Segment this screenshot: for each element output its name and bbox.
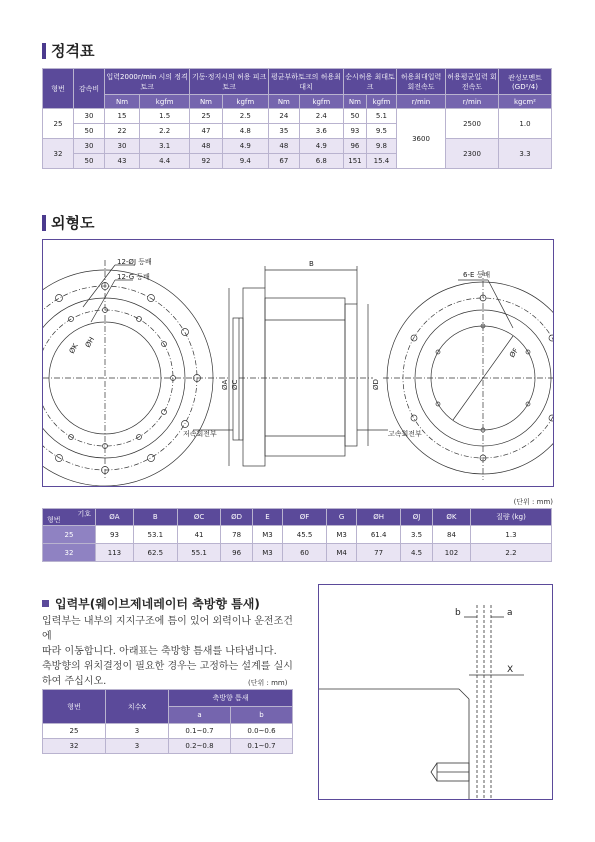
value-cell: 30	[105, 139, 140, 154]
table-row	[43, 139, 552, 154]
value-cell: 4.9	[299, 139, 343, 154]
dim-cell: 4.5	[401, 544, 433, 562]
desc-line: 하여 주십시오.	[42, 676, 107, 687]
value-cell: 9.8	[366, 139, 396, 154]
value-cell: 92	[190, 154, 222, 169]
dim-cell: 53.1	[133, 526, 177, 544]
model-cell: 25	[43, 109, 74, 139]
value-cell: 2.4	[299, 109, 343, 124]
label-low-speed: 저속회전부	[183, 430, 217, 438]
title-square	[42, 600, 49, 607]
dim-header: ØH	[357, 509, 401, 526]
model-cell: 32	[43, 139, 74, 169]
model-cell: 32	[43, 739, 106, 754]
table-row	[43, 109, 552, 124]
title-bar	[42, 43, 46, 59]
backlash-diagram	[318, 584, 553, 800]
label-high-speed: 고속회전부	[388, 430, 422, 438]
diagram-label-b: b	[455, 608, 461, 618]
dim-header: ØC	[177, 509, 221, 526]
th-avg-speed: 허용평균입력 회전속도	[446, 69, 499, 95]
value-cell: 22	[105, 124, 140, 139]
value-cell: 4.9	[222, 139, 268, 154]
ratio-cell: 30	[74, 109, 105, 124]
value-cell: 3.6	[299, 124, 343, 139]
th-max-speed: 허용최대입력 회전속도	[397, 69, 446, 95]
avg-speed-cell: 2300	[446, 139, 499, 169]
th-model: 형번	[43, 690, 106, 724]
value-cell: 48	[268, 139, 299, 154]
unit-cell: Nm	[268, 95, 299, 109]
spec-table	[42, 68, 552, 169]
dim-cell: 62.5	[133, 544, 177, 562]
th-a: a	[169, 707, 231, 724]
value-cell: 43	[105, 154, 140, 169]
value-cell: 1.5	[140, 109, 190, 124]
dim-cell: 2.2	[470, 544, 551, 562]
ratio-cell: 30	[74, 139, 105, 154]
value-cell: 5.1	[366, 109, 396, 124]
a-cell: 0.1~0.7	[169, 724, 231, 739]
th-inertia: 관성모멘트 (GD²/4)	[499, 69, 552, 95]
th-b: b	[231, 707, 293, 724]
backlash-table	[42, 689, 293, 754]
dim-cell: 3.5	[401, 526, 433, 544]
label-dim-b: B	[309, 260, 314, 268]
dim-cell: M3	[252, 544, 282, 562]
dim-header: G	[326, 509, 356, 526]
value-cell: 4.4	[140, 154, 190, 169]
th-momentary: 순시허용 최대토크	[343, 69, 396, 95]
value-cell: 2.2	[140, 124, 190, 139]
unit-cell: kgfm	[299, 95, 343, 109]
th-x: 치수X	[106, 690, 169, 724]
ratio-cell: 50	[74, 124, 105, 139]
dim-cell: 102	[433, 544, 471, 562]
value-cell: 35	[268, 124, 299, 139]
a-cell: 0.2~0.8	[169, 739, 231, 754]
b-cell: 0.1~0.7	[231, 739, 293, 754]
outline-drawing	[42, 239, 554, 487]
dim-header: ØK	[433, 509, 471, 526]
inertia-cell: 1.0	[499, 109, 552, 139]
value-cell: 50	[343, 109, 366, 124]
avg-speed-cell: 2500	[446, 109, 499, 139]
diagram-label-x: X	[507, 665, 514, 675]
dim-header: ØA	[96, 509, 134, 526]
corner-cell	[43, 509, 96, 526]
value-cell: 47	[190, 124, 222, 139]
dim-cell: 77	[357, 544, 401, 562]
unit-cell: kgfm	[222, 95, 268, 109]
title-bar	[42, 215, 46, 231]
dim-cell: 61.4	[357, 526, 401, 544]
value-cell: 2.5	[222, 109, 268, 124]
label-dim-f: ØF	[508, 346, 521, 360]
dim-cell: 1.3	[470, 526, 551, 544]
dim-cell: 45.5	[283, 526, 327, 544]
dim-unit: (단위 : mm)	[513, 498, 553, 506]
value-cell: 93	[343, 124, 366, 139]
value-cell: 9.5	[366, 124, 396, 139]
dim-cell: 93	[96, 526, 134, 544]
b-cell: 0.0~0.6	[231, 724, 293, 739]
outline-title-text: 외형도	[51, 214, 95, 232]
backlash-unit: (단위 : mm)	[248, 679, 288, 687]
model-cell: 32	[43, 544, 96, 562]
dim-header: ØF	[283, 509, 327, 526]
th-rated-torque: 입력2000r/min 시의 정격토크	[105, 69, 190, 95]
dim-cell: 84	[433, 526, 471, 544]
value-cell: 48	[190, 139, 222, 154]
spec-title-text: 정격표	[51, 42, 95, 60]
dim-cell: M3	[252, 526, 282, 544]
value-cell: 151	[343, 154, 366, 169]
max-speed-cell: 3600	[397, 109, 446, 169]
value-cell: 67	[268, 154, 299, 169]
corner-top: 기호	[77, 510, 91, 518]
table-row	[43, 544, 552, 562]
inertia-cell: 3.3	[499, 139, 552, 169]
dim-header: ØJ	[401, 509, 433, 526]
x-cell: 3	[106, 724, 169, 739]
spec-section-title	[42, 40, 94, 61]
label-dim-c: ØC	[231, 379, 239, 390]
desc-line: 입력부는 내부의 지지구조에 틈이 있어 외력이나 운전조건에	[42, 616, 293, 642]
value-cell: 25	[190, 109, 222, 124]
x-cell: 3	[106, 739, 169, 754]
label-holes-e: 6-E 등배	[463, 271, 491, 279]
label-dim-k: ØK	[67, 342, 80, 355]
unit-cell: kgfm	[140, 95, 190, 109]
dim-cell: 78	[221, 526, 252, 544]
unit-cell: Nm	[190, 95, 222, 109]
model-cell: 25	[43, 724, 106, 739]
label-dim-d: ØD	[372, 379, 380, 390]
unit-cell: kgfm	[366, 95, 396, 109]
value-cell: 3.1	[140, 139, 190, 154]
dim-header: 질량 (kg)	[470, 509, 551, 526]
input-section-title	[42, 595, 260, 612]
desc-line: 따라 이동합니다. 아래표는 축방향 틈새를 나타냅니다.	[42, 646, 277, 657]
dimension-table	[42, 508, 552, 562]
value-cell: 24	[268, 109, 299, 124]
dim-cell: 96	[221, 544, 252, 562]
unit-cell: r/min	[446, 95, 499, 109]
backlash-diagram-svg	[319, 585, 552, 799]
diagram-label-a: a	[507, 608, 513, 618]
unit-cell: Nm	[343, 95, 366, 109]
table-row	[43, 526, 552, 544]
th-peak-torque: 기동·정지시의 허용 피크토크	[190, 69, 269, 95]
dim-header: ØD	[221, 509, 252, 526]
value-cell: 6.8	[299, 154, 343, 169]
ratio-cell: 50	[74, 154, 105, 169]
th-model: 형번	[43, 69, 74, 109]
label-dim-h: ØH	[83, 335, 97, 349]
outline-drawing-svg	[43, 240, 553, 486]
model-cell: 25	[43, 526, 96, 544]
input-title-text: 입력부(웨이브제네레이터 축방향 틈새)	[55, 597, 260, 611]
dim-header: B	[133, 509, 177, 526]
label-dim-a: ØA	[221, 379, 229, 390]
table-row	[43, 739, 293, 754]
value-cell: 15	[105, 109, 140, 124]
dim-cell: 60	[283, 544, 327, 562]
dim-cell: 41	[177, 526, 221, 544]
desc-line: 축방향의 위치결정이 필요한 경우는 고정하는 설계를 실시	[42, 661, 293, 672]
value-cell: 4.8	[222, 124, 268, 139]
unit-cell: r/min	[397, 95, 446, 109]
th-gap: 축방향 틈새	[169, 690, 293, 707]
value-cell: 96	[343, 139, 366, 154]
table-row	[43, 724, 293, 739]
dim-header: E	[252, 509, 282, 526]
dim-cell: M3	[326, 526, 356, 544]
dim-cell: 55.1	[177, 544, 221, 562]
outline-section-title	[42, 212, 94, 233]
label-holes-j: 12-ØJ 등배	[117, 258, 152, 266]
label-holes-g: 12-G 등배	[117, 273, 150, 281]
dim-cell: 113	[96, 544, 134, 562]
value-cell: 9.4	[222, 154, 268, 169]
unit-cell: kgcm²	[499, 95, 552, 109]
value-cell: 15.4	[366, 154, 396, 169]
th-ratio: 감속비	[74, 69, 105, 109]
dim-cell: M4	[326, 544, 356, 562]
unit-cell: Nm	[105, 95, 140, 109]
corner-bottom: 형번	[47, 516, 61, 524]
th-avg-torque: 평균부하토크의 허용최대치	[268, 69, 343, 95]
